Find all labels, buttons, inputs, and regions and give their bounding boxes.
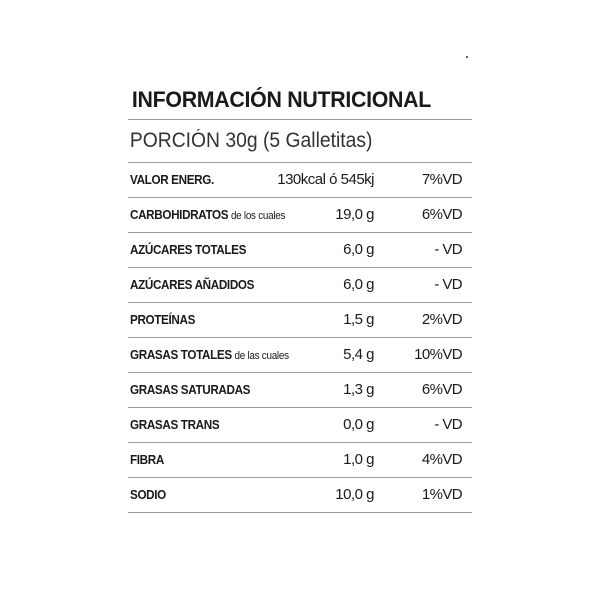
nutrient-row-total-fat	[128, 337, 472, 372]
nutrient-daily-value: 6%VD	[421, 206, 462, 223]
nutrient-amount: 1,0 g	[343, 451, 374, 468]
nutrient-amount: 10,0 g	[335, 486, 374, 503]
nutrient-name-text: GRASAS TRANS	[130, 417, 220, 432]
stray-dot	[466, 56, 468, 58]
nutrient-sub-label: de los cuales	[230, 210, 286, 222]
nutrient-daily-value: 1%VD	[421, 486, 462, 503]
nutrient-name	[130, 198, 285, 232]
nutrient-row-added-sugars	[128, 267, 472, 302]
nutrient-name-text: SODIO	[130, 487, 166, 502]
nutrient-name	[130, 338, 289, 372]
nutrient-daily-value: 10%VD	[414, 346, 462, 363]
nutrient-row-saturated-fat	[128, 372, 472, 407]
nutrient-row-protein	[128, 302, 472, 337]
portion-size: PORCIÓN 30g (5 Galletitas)	[129, 129, 373, 152]
nutrient-daily-value: - VD	[434, 416, 462, 433]
nutrient-amount: 1,5 g	[343, 311, 374, 328]
nutrient-row-sodium	[128, 477, 472, 513]
nutrient-name-text: AZÚCARES AÑADIDOS	[130, 277, 255, 292]
nutrient-name	[130, 373, 253, 407]
nutrient-amount: 130kcal ó 545kj	[277, 171, 374, 188]
nutrient-name	[130, 408, 222, 442]
nutrient-name	[130, 478, 169, 512]
nutrient-row-trans-fat	[128, 407, 472, 442]
nutrient-name-text: CARBOHIDRATOS	[130, 207, 229, 222]
nutrient-name-text: VALOR ENERG.	[130, 172, 214, 187]
nutrient-daily-value: 7%VD	[421, 171, 462, 188]
nutrient-sub-label: de las cuales	[234, 350, 289, 362]
nutrient-daily-value: 6%VD	[421, 381, 462, 398]
nutrient-amount: 19,0 g	[335, 206, 374, 223]
nutrient-amount: 6,0 g	[343, 276, 374, 293]
nutrient-name-text: AZÚCARES TOTALES	[130, 242, 247, 257]
nutrient-name	[130, 233, 249, 267]
nutrient-name-text: PROTEÍNAS	[130, 312, 196, 327]
nutrient-name	[130, 303, 198, 337]
nutrient-amount: 0,0 g	[343, 416, 374, 433]
nutrient-row-energy	[128, 162, 472, 197]
nutrient-amount: 5,4 g	[343, 346, 374, 363]
nutrient-amount: 6,0 g	[343, 241, 374, 258]
nutrient-table	[128, 162, 472, 513]
nutrient-row-total-sugars	[128, 232, 472, 267]
nutrient-row-carbohydrates	[128, 197, 472, 232]
nutrient-daily-value: - VD	[434, 241, 462, 258]
nutrient-name	[130, 268, 257, 302]
nutrition-title: INFORMACIÓN NUTRICIONAL	[131, 87, 432, 112]
nutrient-daily-value: 2%VD	[421, 311, 462, 328]
nutrient-name-text: FIBRA	[130, 452, 164, 467]
nutrient-daily-value: - VD	[434, 276, 462, 293]
nutrient-amount: 1,3 g	[343, 381, 374, 398]
nutrient-name	[130, 443, 167, 477]
nutrient-name-text: GRASAS SATURADAS	[130, 382, 251, 397]
nutrient-row-fiber	[128, 442, 472, 477]
nutrient-name	[130, 163, 217, 197]
nutrient-daily-value: 4%VD	[421, 451, 462, 468]
nutrient-name-text: GRASAS TOTALES	[130, 347, 232, 362]
nutrition-facts-panel	[128, 85, 472, 513]
